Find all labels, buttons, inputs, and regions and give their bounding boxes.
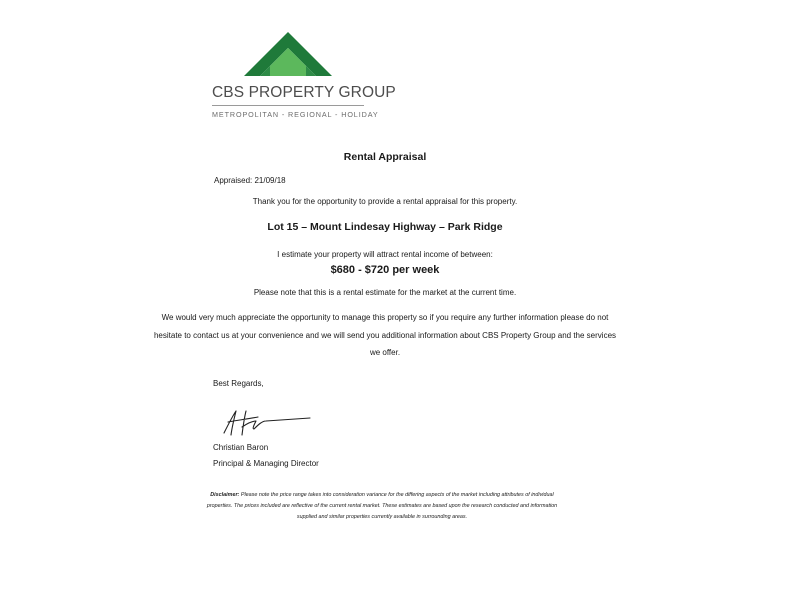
appraised-date: Appraised: 21/09/18 <box>214 176 286 185</box>
property-address: Lot 15 – Mount Lindesay Highway – Park Ridge <box>267 221 503 233</box>
document-title: Rental Appraisal <box>343 151 427 163</box>
brand-tagline: METROPOLITAN - REGIONAL - HOLIDAY <box>212 110 379 119</box>
disclaimer-text: Please note the price range takes into consideration variance for the differing aspects of the market including attributes of individual properties. The prices included are reflective of the current rental market. These estimates are based upon the research conducted and information supplied and similar properties currently available in surrounding areas. <box>206 492 558 520</box>
logo-divider <box>212 105 364 106</box>
roof-logo-icon <box>244 32 332 78</box>
signer-title: Principal & Managing Director <box>213 459 319 468</box>
closing-paragraph: We would very much appreciate the opportunity to manage this property so if you require any further information please do not hesitate to contact us at your convenience and we will send you additional information about CBS Property Group and the services we offer. <box>153 313 617 357</box>
disclaimer-label: Disclaimer: <box>210 492 240 498</box>
company-logo <box>212 32 396 122</box>
signer-name: Christian Baron <box>213 443 269 452</box>
price-range: $680 - $720 per week <box>330 264 440 276</box>
thanks-line: Thank you for the opportunity to provide a rental appraisal for this property. <box>252 197 518 206</box>
handwritten-signature <box>218 405 318 439</box>
estimate-intro: I estimate your property will attract rental income of between: <box>277 250 493 259</box>
market-note: Please note that this is a rental estimate for the market at the current time. <box>253 288 517 297</box>
disclaimer <box>200 490 564 523</box>
brand-name: CBS PROPERTY GROUP <box>212 84 396 101</box>
regards-line: Best Regards, <box>213 379 264 388</box>
